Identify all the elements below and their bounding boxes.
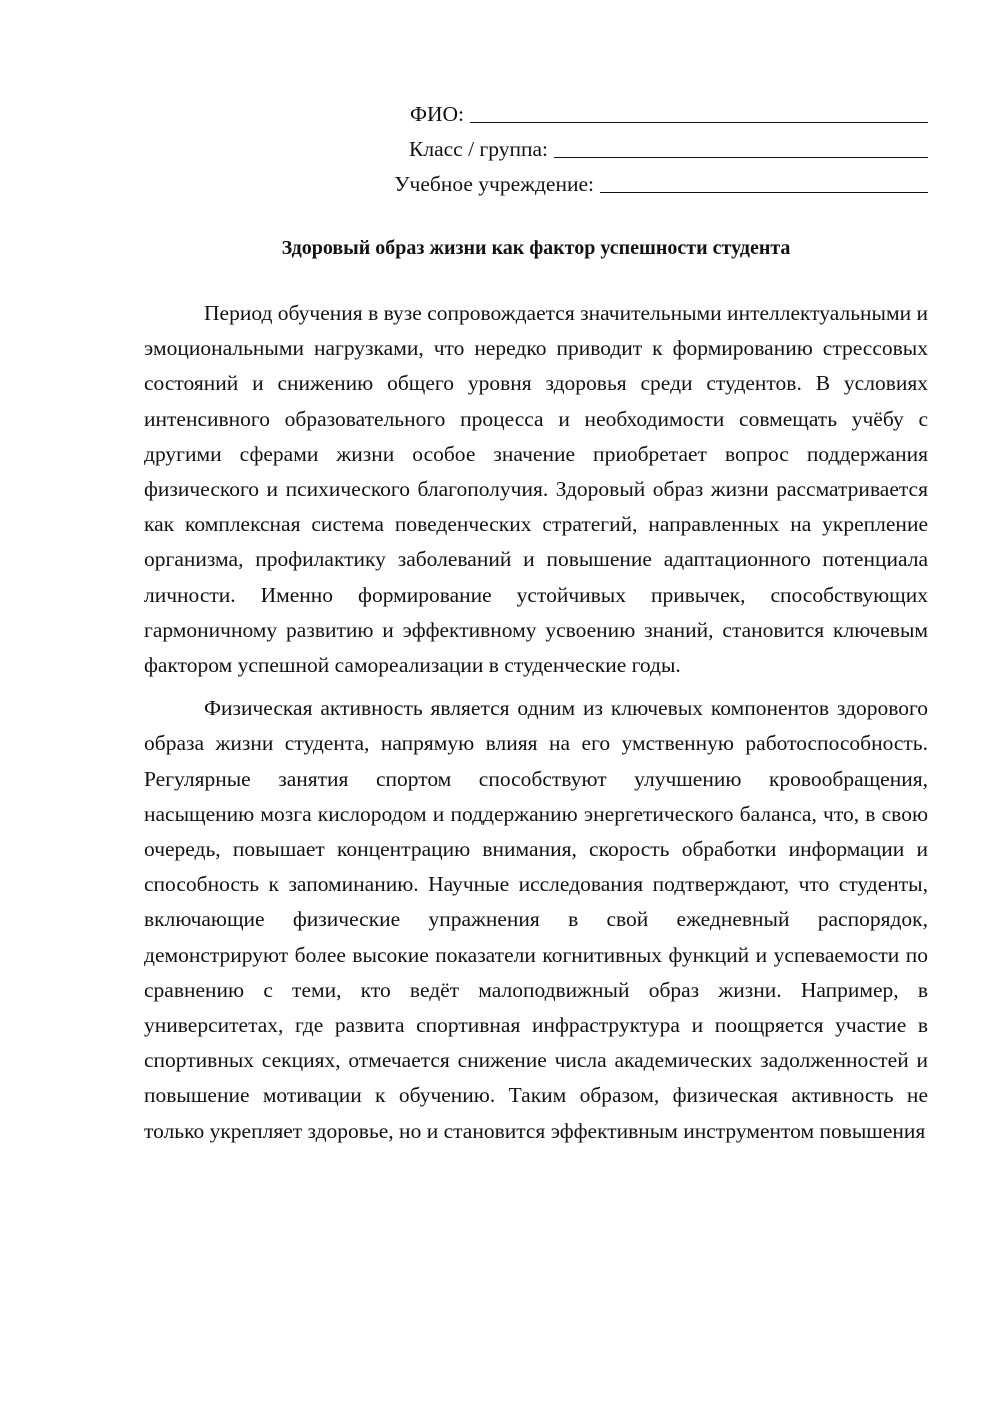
document-body [144, 296, 928, 1149]
institution-field[interactable] [600, 172, 928, 193]
fio-row [144, 92, 928, 127]
fio-label: ФИО: [409, 102, 464, 126]
institution-label: Учебное учреждение: [394, 172, 594, 196]
document-page [144, 0, 928, 1414]
document-title: Здоровый образ жизни как фактор успешности студента [281, 237, 791, 259]
paragraph: Физическая активность является одним из ключевых компонентов здорового образа жизни студента, напрямую влияя на его умственную работоспособность. Регулярные занятия спортом способствуют улучшению кровообращения, насыщению мозга кислородом и поддержанию энергетического баланса, что, в свою очередь, повышает концентрацию внимания, скорость обработки информации и способность к запоминанию. Научные исследования подтверждают, что студенты, включающие физические упражнения в свой ежедневный распорядок, демонстрируют более высокие показатели когнитивных функций и успеваемости по сравнению с теми, кто ведёт малоподвижный образ жизни. Например, в университетах, где развита спортивная инфраструктура и поощряется участие в спортивных секциях, отмечается снижение числа академических задолженностей и повышение мотивации к обучению. Таким образом, физическая активность не только укрепляет здоровье, но и становится эффективным инструментом повышения [144, 696, 928, 1143]
class-label: Класс / группа: [409, 137, 548, 161]
fio-field[interactable] [470, 102, 928, 123]
paragraph: Период обучения в вузе сопровождается значительными интеллектуальными и эмоциональными нагрузками, что нередко приводит к формированию стрессовых состояний и снижению общего уровня здоровья среди студентов. В условиях интенсивного образовательного процесса и необходимости совмещать учёбу с другими сферами жизни особое значение приобретает вопрос поддержания физического и психического благополучия. Здоровый образ жизни рассматривается как комплексная система поведенческих стратегий, направленных на укрепление организма, профилактику заболеваний и повышение адаптационного потенциала личности. Именно формирование устойчивых привычек, способствующих гармоничному развитию и эффективному усвоению знаний, становится ключевым фактором успешной самореализации в студенческие годы. [144, 301, 928, 678]
class-field[interactable] [554, 137, 928, 158]
institution-row [144, 162, 928, 197]
student-info-form [144, 92, 928, 197]
class-row [144, 127, 928, 162]
